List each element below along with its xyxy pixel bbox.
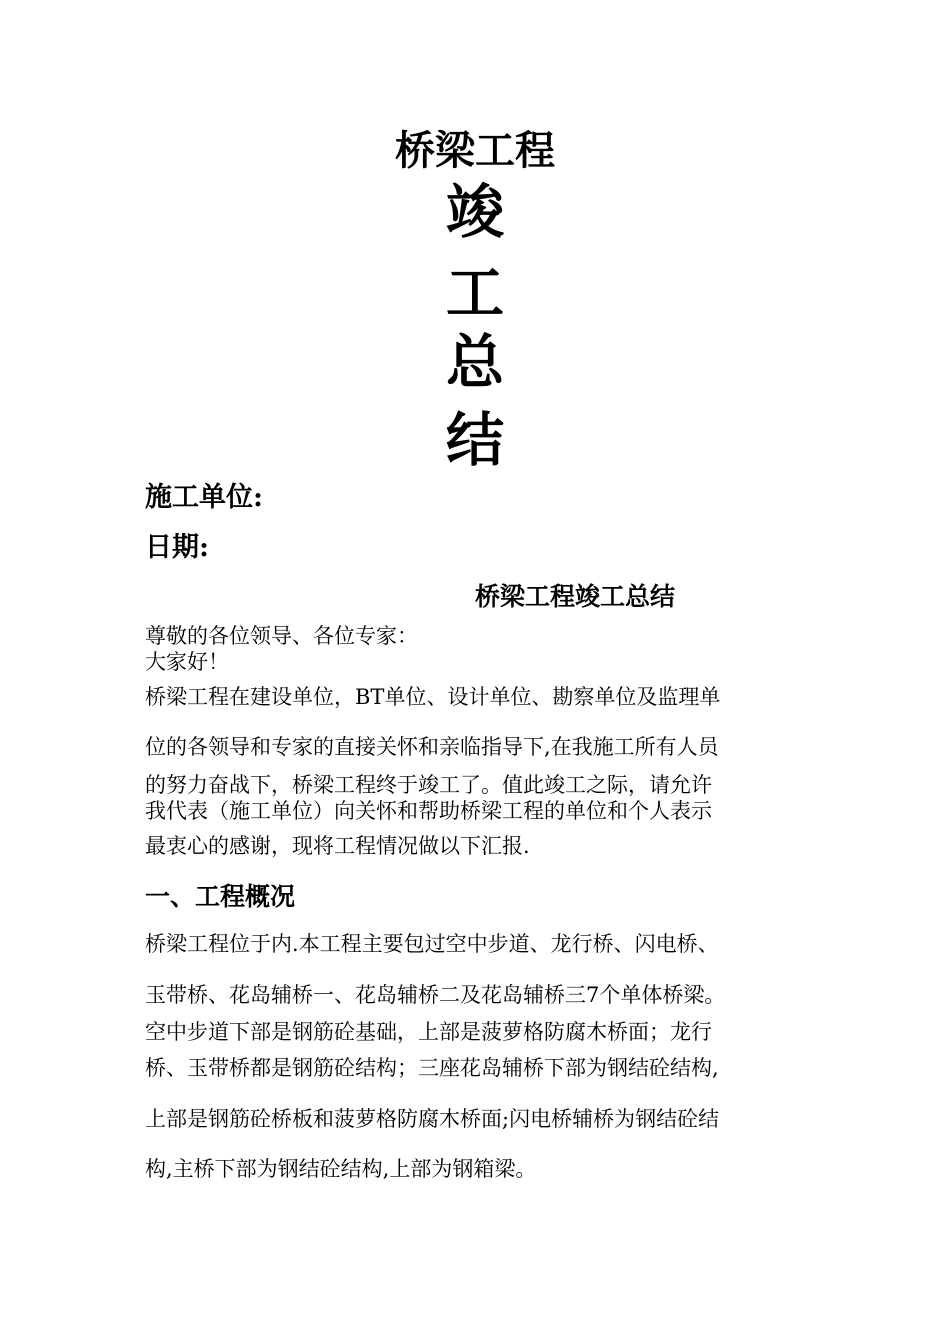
intro-line-1: 桥梁工程在建设单位，BT单位、设计单位、勘察单位及监理单 — [145, 685, 721, 709]
cover-title-char-4: 结 — [445, 406, 504, 474]
intro-line-2: 位的各领导和专家的直接关怀和亲临指导下,在我施工所有人员 — [145, 735, 719, 759]
cover-title: 桥梁工程 — [395, 127, 555, 174]
intro-line-5: 最衷心的感谢，现将工程情况做以下汇报. — [145, 834, 530, 858]
cover-title-char-2: 工 — [445, 259, 504, 327]
greeting: 大家好！ — [145, 650, 229, 674]
overview-line-2: 玉带桥、花岛辅桥一、花岛辅桥二及花岛辅桥三7个单体桥梁。 — [145, 983, 726, 1007]
overview-line-4: 桥、玉带桥都是钢筋砼结构；三座花岛辅桥下部为钢结砼结构, — [145, 1056, 719, 1080]
cover-title-char-1: 竣 — [445, 178, 504, 246]
overview-line-6: 构,主桥下部为钢结砼结构,上部为钢箱梁。 — [145, 1157, 537, 1181]
date-label: 日期: — [145, 532, 209, 563]
document-heading: 桥梁工程竣工总结 — [475, 582, 676, 611]
salutation: 尊敬的各位领导、各位专家： — [145, 624, 418, 648]
intro-line-3: 的努力奋战下，桥梁工程终于竣工了。值此竣工之际，请允许 — [145, 773, 712, 797]
section-title-overview: 一、工程概况 — [145, 882, 296, 911]
overview-line-3: 空中步道下部是钢筋砼基础，上部是菠萝格防腐木桥面；龙行 — [145, 1020, 712, 1044]
overview-line-1: 桥梁工程位于内.本工程主要包过空中步道、龙行桥、闪电桥、 — [145, 932, 719, 956]
cover-title-char-3: 总 — [445, 328, 504, 396]
construction-unit-label: 施工单位: — [145, 482, 263, 513]
overview-line-5: 上部是钢筋砼桥板和菠萝格防腐木桥面;闪电桥辅桥为钢结砼结 — [145, 1107, 720, 1131]
intro-line-4: 我代表（施工单位）向关怀和帮助桥梁工程的单位和个人表示 — [145, 799, 712, 823]
